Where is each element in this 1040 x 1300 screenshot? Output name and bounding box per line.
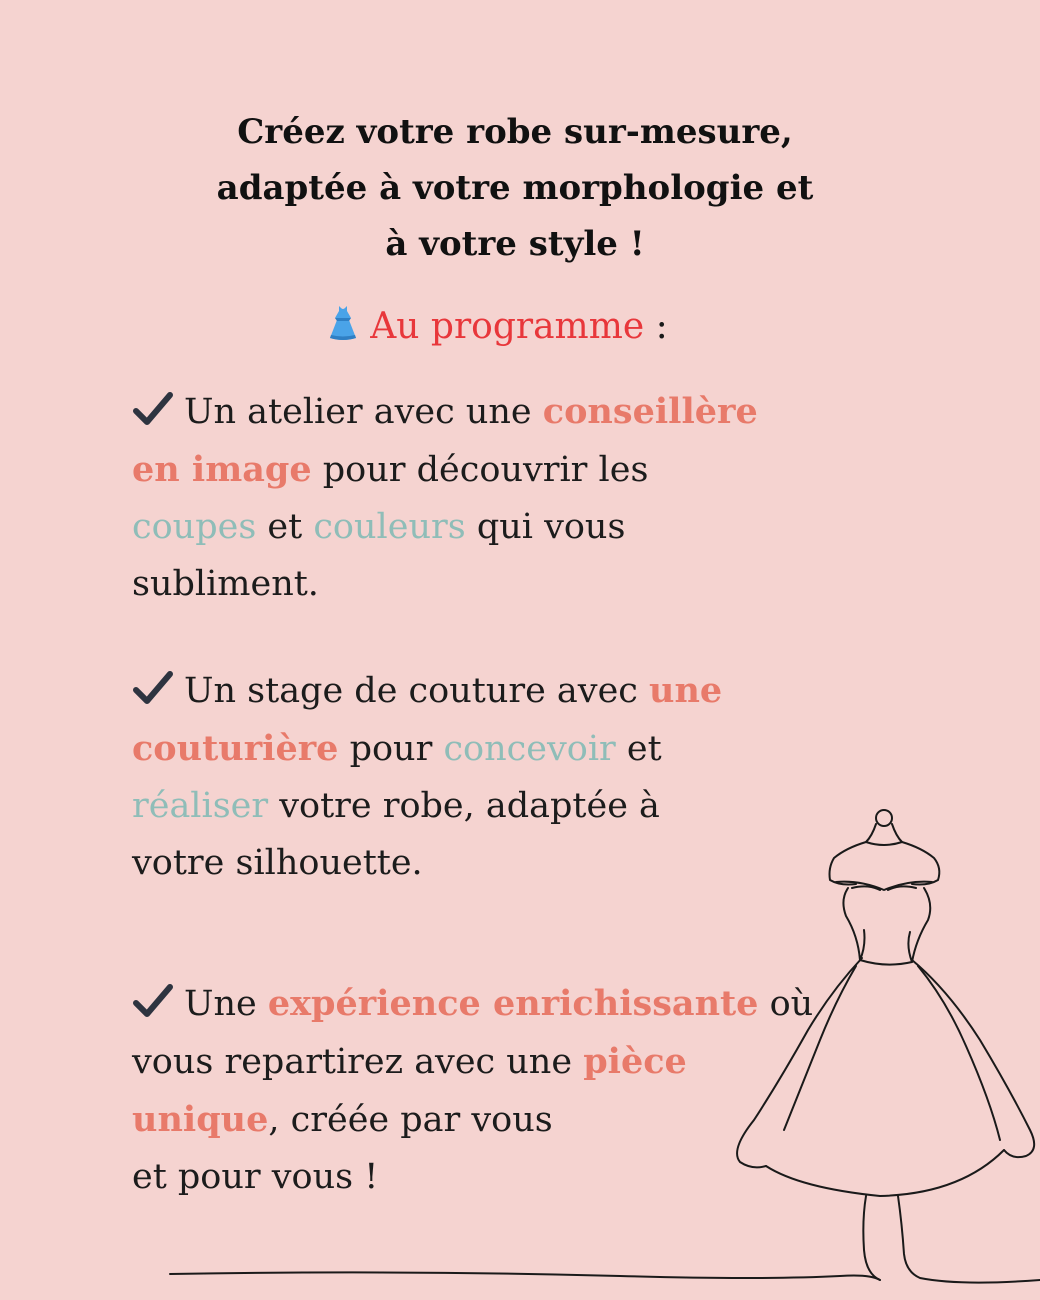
highlight-text: conseillère [542, 391, 758, 432]
item-line [132, 778, 852, 835]
highlight-text: en image [132, 449, 312, 490]
highlight-text: pièce [583, 1041, 687, 1082]
programme-item-1 [132, 383, 852, 613]
item-text: qui vous [465, 507, 626, 547]
item-text: , créée par vous [268, 1100, 553, 1140]
item-line [132, 383, 852, 441]
item-line [132, 1091, 852, 1149]
item-text: Un atelier avec une [184, 392, 543, 432]
highlight-text: concevoir [443, 729, 616, 769]
item-line [132, 720, 852, 778]
item-line [132, 835, 852, 892]
programme-suffix: : [644, 306, 668, 347]
highlight-text: unique [132, 1099, 269, 1140]
highlight-text: expérience enrichissante [267, 983, 759, 1024]
item-text: et [256, 507, 314, 547]
programme-item-2 [132, 662, 852, 892]
item-text: votre robe, adaptée à [268, 786, 660, 826]
item-text: vous repartirez avec une [132, 1042, 584, 1082]
programme-item-3 [132, 975, 852, 1206]
item-text: et pour vous ! [132, 1157, 379, 1197]
item-line [132, 1149, 852, 1206]
item-text: votre silhouette. [132, 843, 423, 883]
page-title [0, 104, 1030, 272]
title-line-3: à votre style ! [385, 224, 645, 264]
item-line [132, 1033, 852, 1091]
highlight-text: réaliser [132, 786, 269, 826]
dress-icon [322, 302, 364, 344]
item-text: où [758, 984, 814, 1024]
title-line-1: Créez votre robe sur-mesure, [237, 112, 793, 152]
highlight-text: coupes [132, 507, 257, 547]
title-line-2: adaptée à votre morphologie et [216, 168, 814, 208]
item-line [132, 662, 852, 720]
item-line [132, 441, 852, 499]
highlight-text: couleurs [313, 507, 466, 547]
item-line [132, 499, 852, 556]
item-text: Un stage de couture avec [184, 671, 650, 711]
item-text: subliment. [132, 564, 319, 604]
checkmark-icon [132, 980, 174, 1016]
checkmark-icon [132, 388, 174, 424]
highlight-text: couturière [132, 728, 339, 769]
programme-heading [0, 302, 990, 352]
highlight-text: une [649, 670, 723, 711]
item-text: pour découvrir les [311, 450, 649, 490]
programme-label: Au programme [370, 306, 645, 347]
item-text: et [615, 729, 662, 769]
item-text: pour [338, 729, 444, 769]
item-text: Une [184, 984, 268, 1024]
checkmark-icon [132, 667, 174, 703]
item-line [132, 975, 852, 1033]
item-line [132, 556, 852, 613]
